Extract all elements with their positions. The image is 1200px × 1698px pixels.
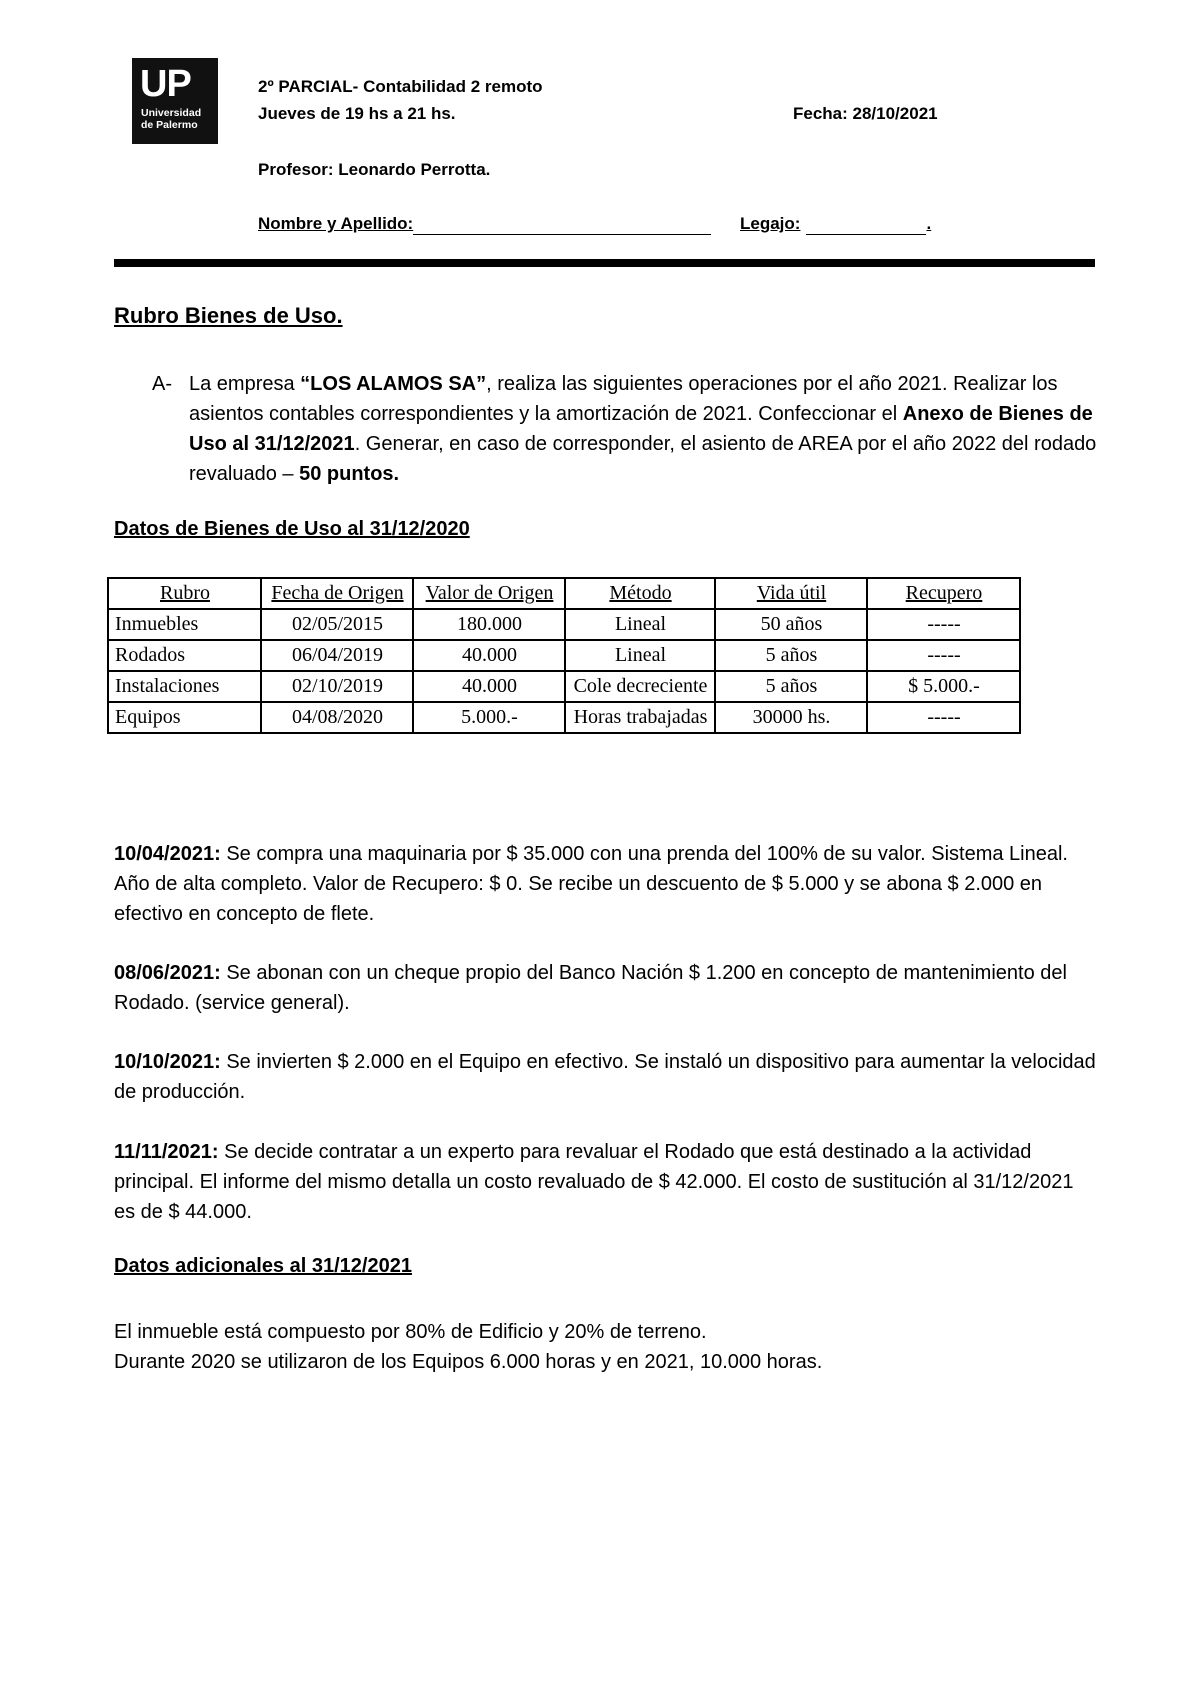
header-rubro: Rubro xyxy=(108,578,261,609)
intro-part-1: La empresa xyxy=(189,373,301,395)
table-cell: ----- xyxy=(867,702,1020,733)
table-header-row xyxy=(108,578,1020,609)
table-cell: Lineal xyxy=(565,609,715,640)
header-valor-origen: Valor de Origen xyxy=(413,578,565,609)
logo-name xyxy=(141,107,201,131)
operation-text: Se invierten $ 2.000 en el Equipo en efectivo. Se instaló un dispositivo para aumentar la velocidad de producción. xyxy=(114,1051,1096,1103)
exam-schedule: Jueves de 19 hs a 21 hs. xyxy=(258,104,456,123)
table-cell: Horas trabajadas xyxy=(565,702,715,733)
table-cell: Instalaciones xyxy=(108,671,261,702)
exam-date: Fecha: 28/10/2021 xyxy=(793,104,938,123)
exam-title: 2º PARCIAL- Contabilidad 2 remoto xyxy=(258,77,543,96)
name-field xyxy=(258,213,711,235)
table-row xyxy=(108,609,1020,640)
table-cell: 02/05/2015 xyxy=(261,609,413,640)
header-fecha-origen: Fecha de Origen xyxy=(261,578,413,609)
operation-text: Se decide contratar a un experto para revaluar el Rodado que está destinado a la actividad principal. El informe del mismo detalla un costo revaluado de $ 42.000. El costo de sustitución al 31/12/2021 es de $ 44.000. xyxy=(114,1141,1074,1223)
table-cell: 40.000 xyxy=(413,671,565,702)
table-row xyxy=(108,640,1020,671)
table-cell: Lineal xyxy=(565,640,715,671)
table-cell: ----- xyxy=(867,609,1020,640)
header-recupero: Recupero xyxy=(867,578,1020,609)
operation-text: Se abonan con un cheque propio del Banco Nación $ 1.200 en concepto de mantenimiento del Rodado. (service general). xyxy=(114,962,1067,1014)
assets-table xyxy=(107,577,1021,734)
legajo-field xyxy=(740,213,931,235)
table-cell: Rodados xyxy=(108,640,261,671)
table-cell: ----- xyxy=(867,640,1020,671)
logo-line-1: Universidad xyxy=(141,107,202,119)
table-cell: 50 años xyxy=(715,609,867,640)
operation-text: Se compra una maquinaria por $ 35.000 con una prenda del 100% de su valor. Sistema Lineal. Año de alta completo. Valor de Recupero: $ 0. Se recibe un descuento de $ 5.000 y se abona $ 2.000 en efectivo en concepto de flete. xyxy=(114,843,1068,925)
operation-2 xyxy=(114,958,1099,1018)
table-row xyxy=(108,671,1020,702)
header-vida-util: Vida útil xyxy=(715,578,867,609)
legajo-blank-line xyxy=(806,217,926,235)
table-cell: 06/04/2019 xyxy=(261,640,413,671)
table-cell: 04/08/2020 xyxy=(261,702,413,733)
name-blank-line xyxy=(413,217,711,235)
additional-title: Datos adicionales al 31/12/2021 xyxy=(114,1255,412,1277)
operation-date: 10/10/2021: xyxy=(114,1051,221,1073)
item-marker: A- xyxy=(152,373,172,395)
operation-3 xyxy=(114,1047,1099,1107)
anexo-reference: Anexo de Bienes de Uso al 31/12/2021 xyxy=(189,403,1093,455)
operation-date: 10/04/2021: xyxy=(114,843,221,865)
table-row xyxy=(108,702,1020,733)
item-a-instructions xyxy=(189,369,1099,489)
operation-4 xyxy=(114,1137,1099,1227)
additional-line-2: Durante 2020 se utilizaron de los Equipos 6.000 horas y en 2021, 10.000 horas. xyxy=(114,1351,823,1373)
table-cell: 40.000 xyxy=(413,640,565,671)
legajo-end: . xyxy=(926,214,932,233)
logo-line-2: de Palermo xyxy=(141,119,198,131)
name-label: Nombre y Apellido: xyxy=(258,214,414,233)
operation-date: 11/11/2021: xyxy=(114,1141,219,1163)
table-cell: 5.000.- xyxy=(413,702,565,733)
table-cell: 5 años xyxy=(715,671,867,702)
operation-date: 08/06/2021: xyxy=(114,962,221,984)
professor-name: Profesor: Leonardo Perrotta. xyxy=(258,160,491,179)
table-cell: Equipos xyxy=(108,702,261,733)
points-value: 50 puntos. xyxy=(299,463,400,485)
intro-part-3: . Generar, en caso de corresponder, el asiento de AREA por el año 2022 del rodado revaluado – xyxy=(189,433,1097,485)
header-divider xyxy=(114,259,1095,267)
legajo-label: Legajo: xyxy=(740,214,801,233)
operation-1 xyxy=(114,839,1099,929)
table-cell: Cole decreciente xyxy=(565,671,715,702)
company-name: “LOS ALAMOS SA” xyxy=(300,373,487,395)
table-cell: $ 5.000.- xyxy=(867,671,1020,702)
intro-part-2: , realiza las siguientes operaciones por el año 2021. Realizar los asientos contables correspondientes y la amortización de 2021. Confeccionar el xyxy=(189,373,1058,425)
university-logo xyxy=(132,58,218,144)
table-cell: 5 años xyxy=(715,640,867,671)
table-cell: Inmuebles xyxy=(108,609,261,640)
table-cell: 02/10/2019 xyxy=(261,671,413,702)
header-metodo: Método xyxy=(565,578,715,609)
table-cell: 180.000 xyxy=(413,609,565,640)
logo-abbrev: UP xyxy=(140,63,191,105)
table-cell: 30000 hs. xyxy=(715,702,867,733)
additional-line-1: El inmueble está compuesto por 80% de Edificio y 20% de terreno. xyxy=(114,1321,707,1343)
table-title: Datos de Bienes de Uso al 31/12/2020 xyxy=(114,518,470,540)
section-title: Rubro Bienes de Uso. xyxy=(114,303,343,328)
